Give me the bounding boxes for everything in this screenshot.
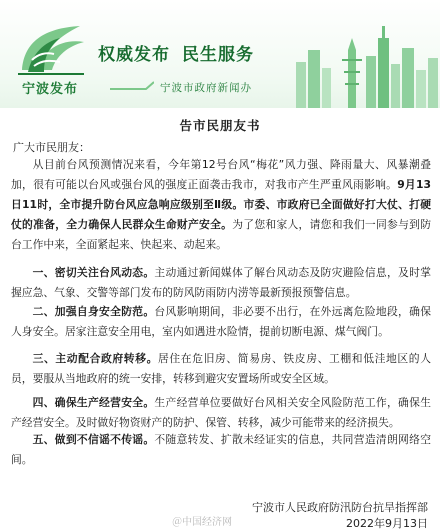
document-date: 2022年9月13日 xyxy=(346,517,428,530)
intro-bold: 9月13日11时，全市提升防台风应急响应级别至Ⅱ级。市委、市政府已全面做好打大仗、打硬仗的准备，全力确保人民群众生命财产安全。 xyxy=(11,178,431,231)
paragraph-3-heading: 三、主动配合政府转移。 xyxy=(32,352,158,365)
paragraph-5 xyxy=(11,430,431,470)
paragraph-3 xyxy=(11,349,431,389)
document-title: 告市民朋友书 xyxy=(179,118,261,133)
paragraph-3-body: 居住在危旧房、简易房、铁皮房、工棚和低洼地区的人员，要服从当地政府的统一安排，转移到避灾安置场所或安全区域。 xyxy=(11,352,432,385)
ningbo-release-logo-icon xyxy=(14,20,88,78)
header-subtitle: 宁波市政府新闻办 xyxy=(160,82,252,94)
header-slogan xyxy=(98,40,254,65)
paragraph-2 xyxy=(11,302,431,342)
paragraph-5-heading: 五、做到不信谣不传谣。 xyxy=(32,433,155,446)
paragraph-1-body: 主动通过新闻媒体了解台风动态及防灾避险信息，及时掌握应急、气象、交警等部门发布的防风防雨防内涝等最新预报预警信息。 xyxy=(11,266,432,299)
subtitle-decoration-icon xyxy=(110,79,154,93)
paragraph-4-heading: 四、确保生产经营安全。 xyxy=(32,396,155,409)
slogan-left: 权威发布 xyxy=(98,45,170,65)
paragraph-1-heading: 一、密切关注台风动态。 xyxy=(32,266,155,279)
paragraph-4-body: 生产经营单位要做好台风相关安全风险防范工作，确保生产经营安全。及时做好物资财产的防护、保管、转移，减少可能带来的经济损失。 xyxy=(11,396,432,429)
paragraph-intro xyxy=(11,155,431,255)
intro-part-a: 从目前台风预测情况来看，今年第12号台风“梅花”风力强、降雨量大、风暴潮叠加，很有可能以台风或强台风的强度正面袭击我市，对我市产生严重风雨影响。 xyxy=(11,158,431,191)
paragraph-1 xyxy=(11,263,431,303)
paragraph-2-heading: 二、加强自身安全防范。 xyxy=(32,305,155,318)
signature: 宁波市人民政府防汛防台抗旱指挥部 xyxy=(252,501,428,514)
paragraph-2-body: 台风影响期间，非必要不出行，在外远离危险地段，确保人身安全。居家注意安全用电，室内如遇进水险情，提前切断电源、煤气阀门。 xyxy=(11,305,432,338)
watermark: ＠中国经济网 xyxy=(172,517,232,528)
intro-part-c: 为了您和家人，请您和我们一同参与到防台工作中来，全面紧起来、快起来、动起来。 xyxy=(11,218,432,251)
slogan-right: 民生服务 xyxy=(182,45,254,65)
header-banner xyxy=(0,0,440,108)
paragraph-5-body: 不随意转发、扩散未经证实的信息，共同营造清朗网络空间。 xyxy=(11,433,432,466)
city-skyline-icon xyxy=(290,20,440,108)
greeting: 广大市民朋友： xyxy=(13,141,90,154)
paragraph-4 xyxy=(11,393,431,433)
logo-text: 宁波发布 xyxy=(22,82,79,97)
